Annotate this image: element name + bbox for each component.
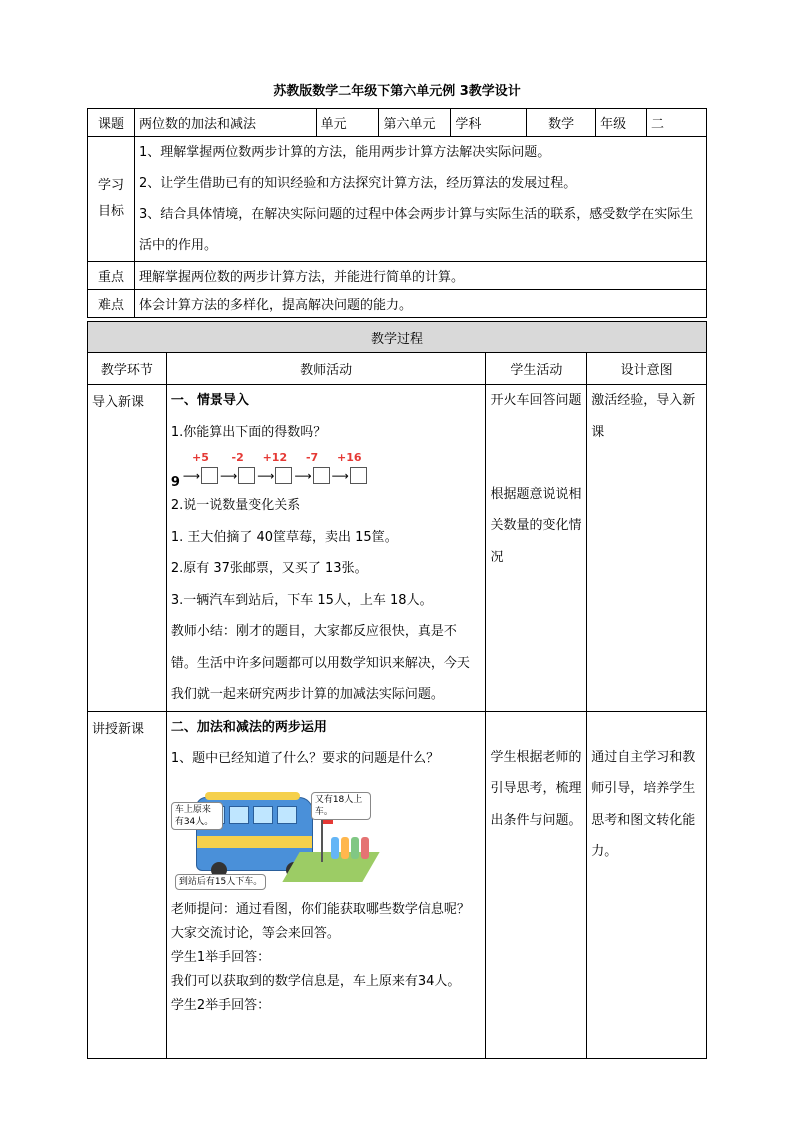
goal-3: 3、结合具体情境，在解决实际问题的过程中体会两步计算与实际生活的联系，感受数学在实际生活中的作用。 [138,207,694,253]
teach-student: 学生根据老师的引导思考，梳理出条件与问题。 [490,749,582,828]
teacher-intro-cell [166,385,486,712]
calc-sequence [171,450,482,488]
student-intro-cell [486,385,587,712]
arrow-icon: ⟶ [331,469,349,483]
student-teach-cell [486,711,587,1058]
col-teacher: 教师活动 [166,353,486,385]
info-table [87,108,707,318]
teacher-teach-cell [166,711,486,1058]
intro-item-3: 3.一辆汽车到站后，下车 15人，上车 18人。 [170,592,433,608]
sequence-start: 9 [170,475,180,490]
teach-intent: 通过自主学习和教师引导，培养学生思考和图文转化能力。 [591,749,696,859]
bus-illustration [171,782,371,892]
sequence-step [294,450,329,484]
teach-s1-label: 学生1举手回答： [170,949,271,965]
intent-intro-cell [587,385,707,712]
col-stage: 教学环节 [88,353,167,385]
bubble-right: 又有18人上车。 [311,792,371,820]
stage-intro [88,385,167,712]
goals-cell [134,137,706,262]
intro-q2: 2.说一说数量变化关系 [170,498,301,513]
goal-1: 1、理解掌握两位数两步计算的方法，能用两步计算方法解决实际问题。 [138,145,551,160]
teach-teacher-question: 老师提问：通过看图，你们能获取哪些数学信息呢？大家交流讨论，等会来回答。 [170,901,470,941]
difficulty-label: 难点 [88,290,135,318]
bubble-left: 车上原来有34人。 [171,802,223,830]
goals-label-text: 学习目标 [97,178,124,219]
process-table [87,321,707,1059]
sequence-op: +5 [192,451,209,464]
answer-box [350,467,367,484]
sequence-op: -7 [305,451,319,464]
key-value: 理解掌握两位数的两步计算方法，并能进行简单的计算。 [134,262,706,290]
intro-q1: 1.你能算出下面的得数吗？ [170,424,327,440]
flag-icon [321,817,323,862]
teach-heading: 二、加法和减法的两步运用 [170,719,327,735]
grade-label: 年级 [596,109,647,137]
sequence-op: +16 [337,451,362,464]
sequence-op: -2 [231,451,244,464]
difficulty-value: 体会计算方法的多样化，提高解决问题的能力。 [134,290,706,318]
answer-box [201,467,218,484]
teach-q1: 1、题中已经知道了什么？要求的问题是什么？ [170,750,440,766]
unit-value: 第六单元 [379,109,451,137]
sequence-step [257,450,292,484]
answer-box [238,467,255,484]
teach-s1-answer: 我们可以获取到的数学信息是，车上原来有34人。 [170,973,461,989]
sequence-step [220,450,255,484]
intro-item-2: 2.原有 37张邮票，又买了 13张。 [170,561,368,576]
intro-student-1: 开火车回答问题 [490,393,582,408]
sequence-step [332,450,367,484]
document-title: 苏教版数学二年级下第六单元例 3教学设计 [273,84,521,99]
answer-box [313,467,330,484]
col-student: 学生活动 [486,353,587,385]
intro-item-1: 1. 王大伯摘了 40筐草莓，卖出 15筐。 [170,529,398,545]
subject-value: 数学 [527,109,596,137]
stage-teach-text: 讲授新课 [92,721,145,737]
arrow-icon: ⟶ [257,469,275,483]
intro-student-2: 根据题意说说相关数量的变化情况 [490,486,582,565]
stage-teach [88,711,167,1058]
arrow-icon: ⟶ [220,469,238,483]
process-header: 教学过程 [88,322,707,353]
intent-teach-cell [587,711,707,1058]
sequence-step [183,450,218,484]
bubble-bottom: 到站后有15人下车。 [175,874,266,890]
goals-label [88,137,135,262]
goal-2: 2、让学生借助已有的知识经验和方法探究计算方法，经历算法的发展过程。 [138,176,577,191]
intro-summary: 教师小结：刚才的题目，大家都反应很快，真是不错。生活中许多问题都可以用数学知识来解决，今天我们就一起来研究两步计算的加减法实际问题。 [170,624,470,702]
teach-s2-label: 学生2举手回答： [170,997,271,1013]
grade-value: 二 [647,109,707,137]
topic-value: 两位数的加法和减法 [134,109,316,137]
stage-intro-text: 导入新课 [92,395,145,410]
answer-box [275,467,292,484]
sequence-op: +12 [262,451,288,464]
intro-intent: 激活经验，导入新课 [591,393,696,440]
unit-label: 单元 [316,109,379,137]
col-intent: 设计意图 [587,353,707,385]
subject-label: 学科 [451,109,527,137]
arrow-icon: ⟶ [294,469,312,483]
arrow-icon: ⟶ [182,469,201,483]
intro-heading: 一、情景导入 [170,393,249,408]
topic-label: 课题 [88,109,135,137]
key-label: 重点 [88,262,135,290]
